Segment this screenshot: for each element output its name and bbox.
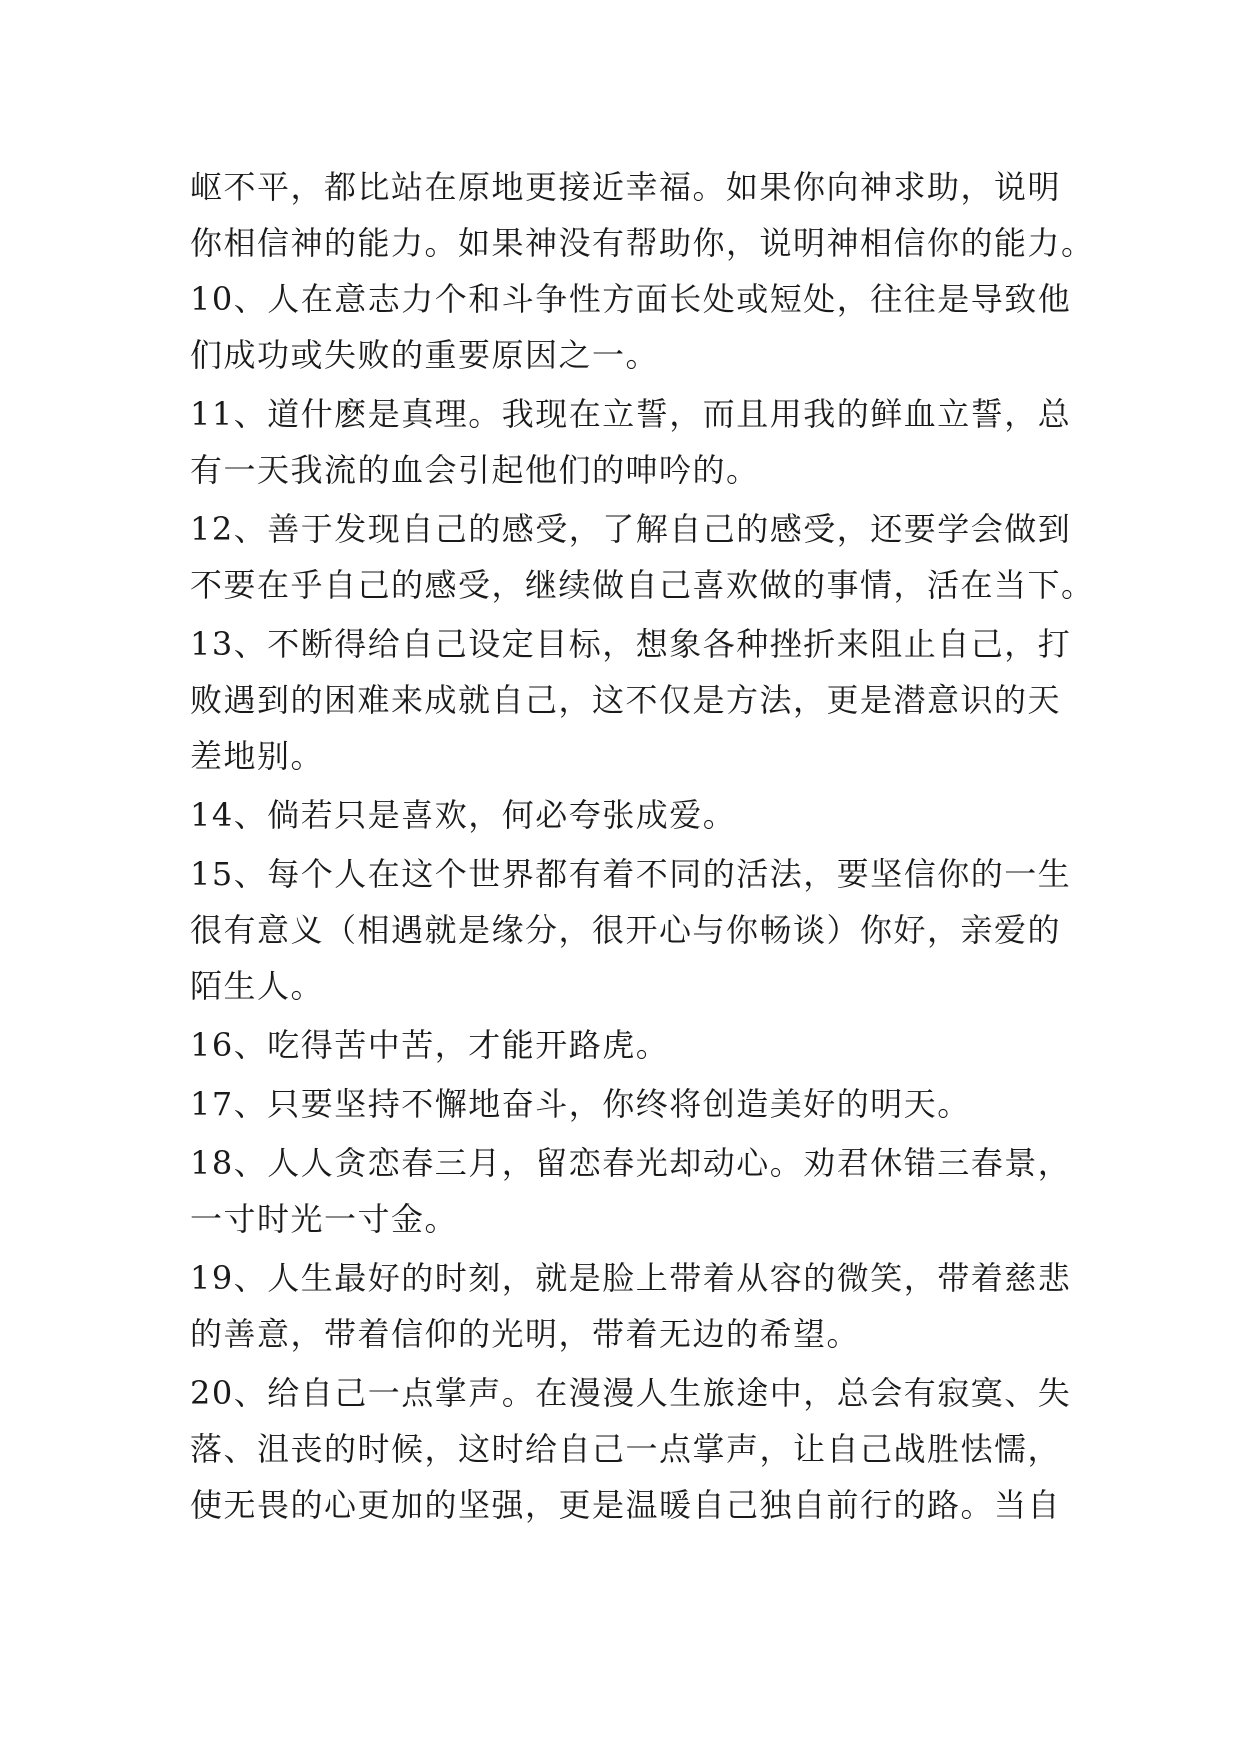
body-text-line: 15、每个人在这个世界都有着不同的活法，要坚信你的一生 <box>190 855 1072 893</box>
body-text-line: 18、人人贪恋春三月，留恋春光却动心。劝君休错三春景， <box>190 1144 1072 1182</box>
body-text-line: 13、不断得给自己设定目标，想象各种挫折来阻止自己，打 <box>190 625 1072 663</box>
body-text-line: 14、倘若只是喜欢，何必夸张成爱。 <box>190 796 737 834</box>
body-text-line: 落、沮丧的时候，这时给自己一点掌声，让自己战胜怯懦， <box>190 1430 1062 1468</box>
body-text-line: 败遇到的困难来成就自己，这不仅是方法，更是潜意识的天 <box>190 681 1062 719</box>
body-text-line: 差地别。 <box>190 737 325 775</box>
body-text-line: 11、道什麽是真理。我现在立誓，而且用我的鲜血立誓，总 <box>190 395 1072 433</box>
body-text-line: 陌生人。 <box>190 967 325 1005</box>
body-text-line: 17、只要坚持不懈地奋斗，你终将创造美好的明天。 <box>190 1085 971 1123</box>
body-text-line: 的善意，带着信仰的光明，带着无边的希望。 <box>190 1315 861 1353</box>
body-text-line: 们成功或失败的重要原因之一。 <box>190 336 660 374</box>
body-text-line: 使无畏的心更加的坚强，更是温暖自己独自前行的路。当自 <box>190 1486 1062 1524</box>
body-text-line: 19、人生最好的时刻，就是脸上带着从容的微笑，带着慈悲 <box>190 1259 1072 1297</box>
body-text-line: 一寸时光一寸金。 <box>190 1200 459 1238</box>
body-text-line: 12、善于发现自己的感受，了解自己的感受，还要学会做到 <box>190 510 1072 548</box>
body-text-line: 很有意义（相遇就是缘分，很开心与你畅谈）你好，亲爱的 <box>190 911 1062 949</box>
body-text-line: 10、人在意志力个和斗争性方面长处或短处，往往是导致他 <box>190 280 1072 318</box>
body-text-line: 不要在乎自己的感受，继续做自己喜欢做的事情，活在当下。 <box>190 566 1095 604</box>
body-text-line: 岖不平，都比站在原地更接近幸福。如果你向神求助，说明 <box>190 168 1062 206</box>
body-text-line: 20、给自己一点掌声。在漫漫人生旅途中，总会有寂寞、失 <box>190 1374 1072 1412</box>
body-text-line: 你相信神的能力。如果神没有帮助你，说明神相信你的能力。 <box>190 224 1095 262</box>
body-text-line: 16、吃得苦中苦，才能开路虎。 <box>190 1026 670 1064</box>
body-text-line: 有一天我流的血会引起他们的呻吟的。 <box>190 451 760 489</box>
